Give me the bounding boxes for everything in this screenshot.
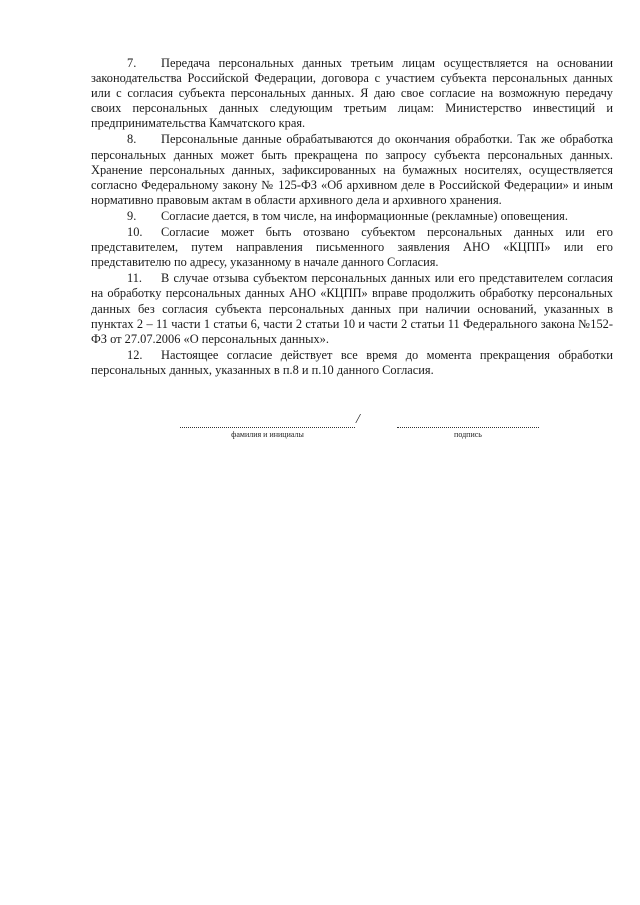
consent-clauses: [91, 56, 613, 379]
clause-number: 10.: [127, 225, 143, 240]
clause-text: Передача персональных данных третьим лицам осуществляется на основании законодательства Российской Федерации, договора с участием субъекта персональных данных или с согласия субъекта персональных данных. Я даю свое согласие на возможную передачу своих персональных данных следующим третьим лицам: Министерство инвестиций и предпринимательства Камчатского края.: [91, 56, 613, 131]
sign-signature-field: [397, 417, 539, 441]
clause-number: 12.: [127, 347, 143, 362]
clause-10: [91, 225, 613, 270]
clause-7: [91, 56, 613, 131]
clause-11: [91, 271, 613, 346]
clause-number: 8.: [127, 132, 137, 147]
signature-separator: /: [356, 412, 360, 427]
clause-text: Персональные данные обрабатываются до окончания обработки. Так же обработка персональных данных может быть прекращена по запросу субъекта персональных данных. Хранение персональных данных, зафиксированных на бумажных носителях, осуществляется согласно Федеральному закону № 125-ФЗ «Об архивном деле в Российской Федерации» и иным нормативно правовым актам в области архивного дела и архивного хранения.: [91, 132, 613, 207]
sign-line: [397, 427, 539, 428]
name-line: [180, 427, 355, 428]
clause-text: Настоящее согласие действует все время до момента прекращения обработки персональных данных, указанных в п.8 и п.10 данного Согласия.: [91, 347, 613, 377]
clause-8: [91, 132, 613, 207]
clause-number: 9.: [127, 208, 137, 223]
clause-text: Согласие дается, в том числе, на информационные (рекламные) оповещения.: [161, 208, 568, 223]
clause-text: В случае отзыва субъектом персональных данных или его представителем согласия на обработку персональных данных АНО «КЦПП» вправе продолжить обработку персональных данных без согласия субъекта персональных данных при наличии оснований, указанных в пунктах 2 – 11 части 1 статьи 6, части 2 статьи 10 и части 2 статьи 11 Федерального закона №152-ФЗ от 27.07.2006 «О персональных данных».: [91, 271, 613, 346]
sign-caption: подпись: [454, 430, 482, 439]
clause-12: [91, 348, 613, 378]
clause-text: Согласие может быть отозвано субъектом персональных данных или его представителем, путем направления письменного заявления АНО «КЦПП» или его представителю по адресу, указанному в начале данного Согласия.: [91, 225, 613, 270]
name-caption: фамилия и инициалы: [231, 430, 304, 439]
clause-number: 11.: [127, 271, 143, 286]
name-signature-field: [180, 417, 355, 441]
clause-9: [91, 209, 613, 224]
clause-number: 7.: [127, 56, 137, 70]
